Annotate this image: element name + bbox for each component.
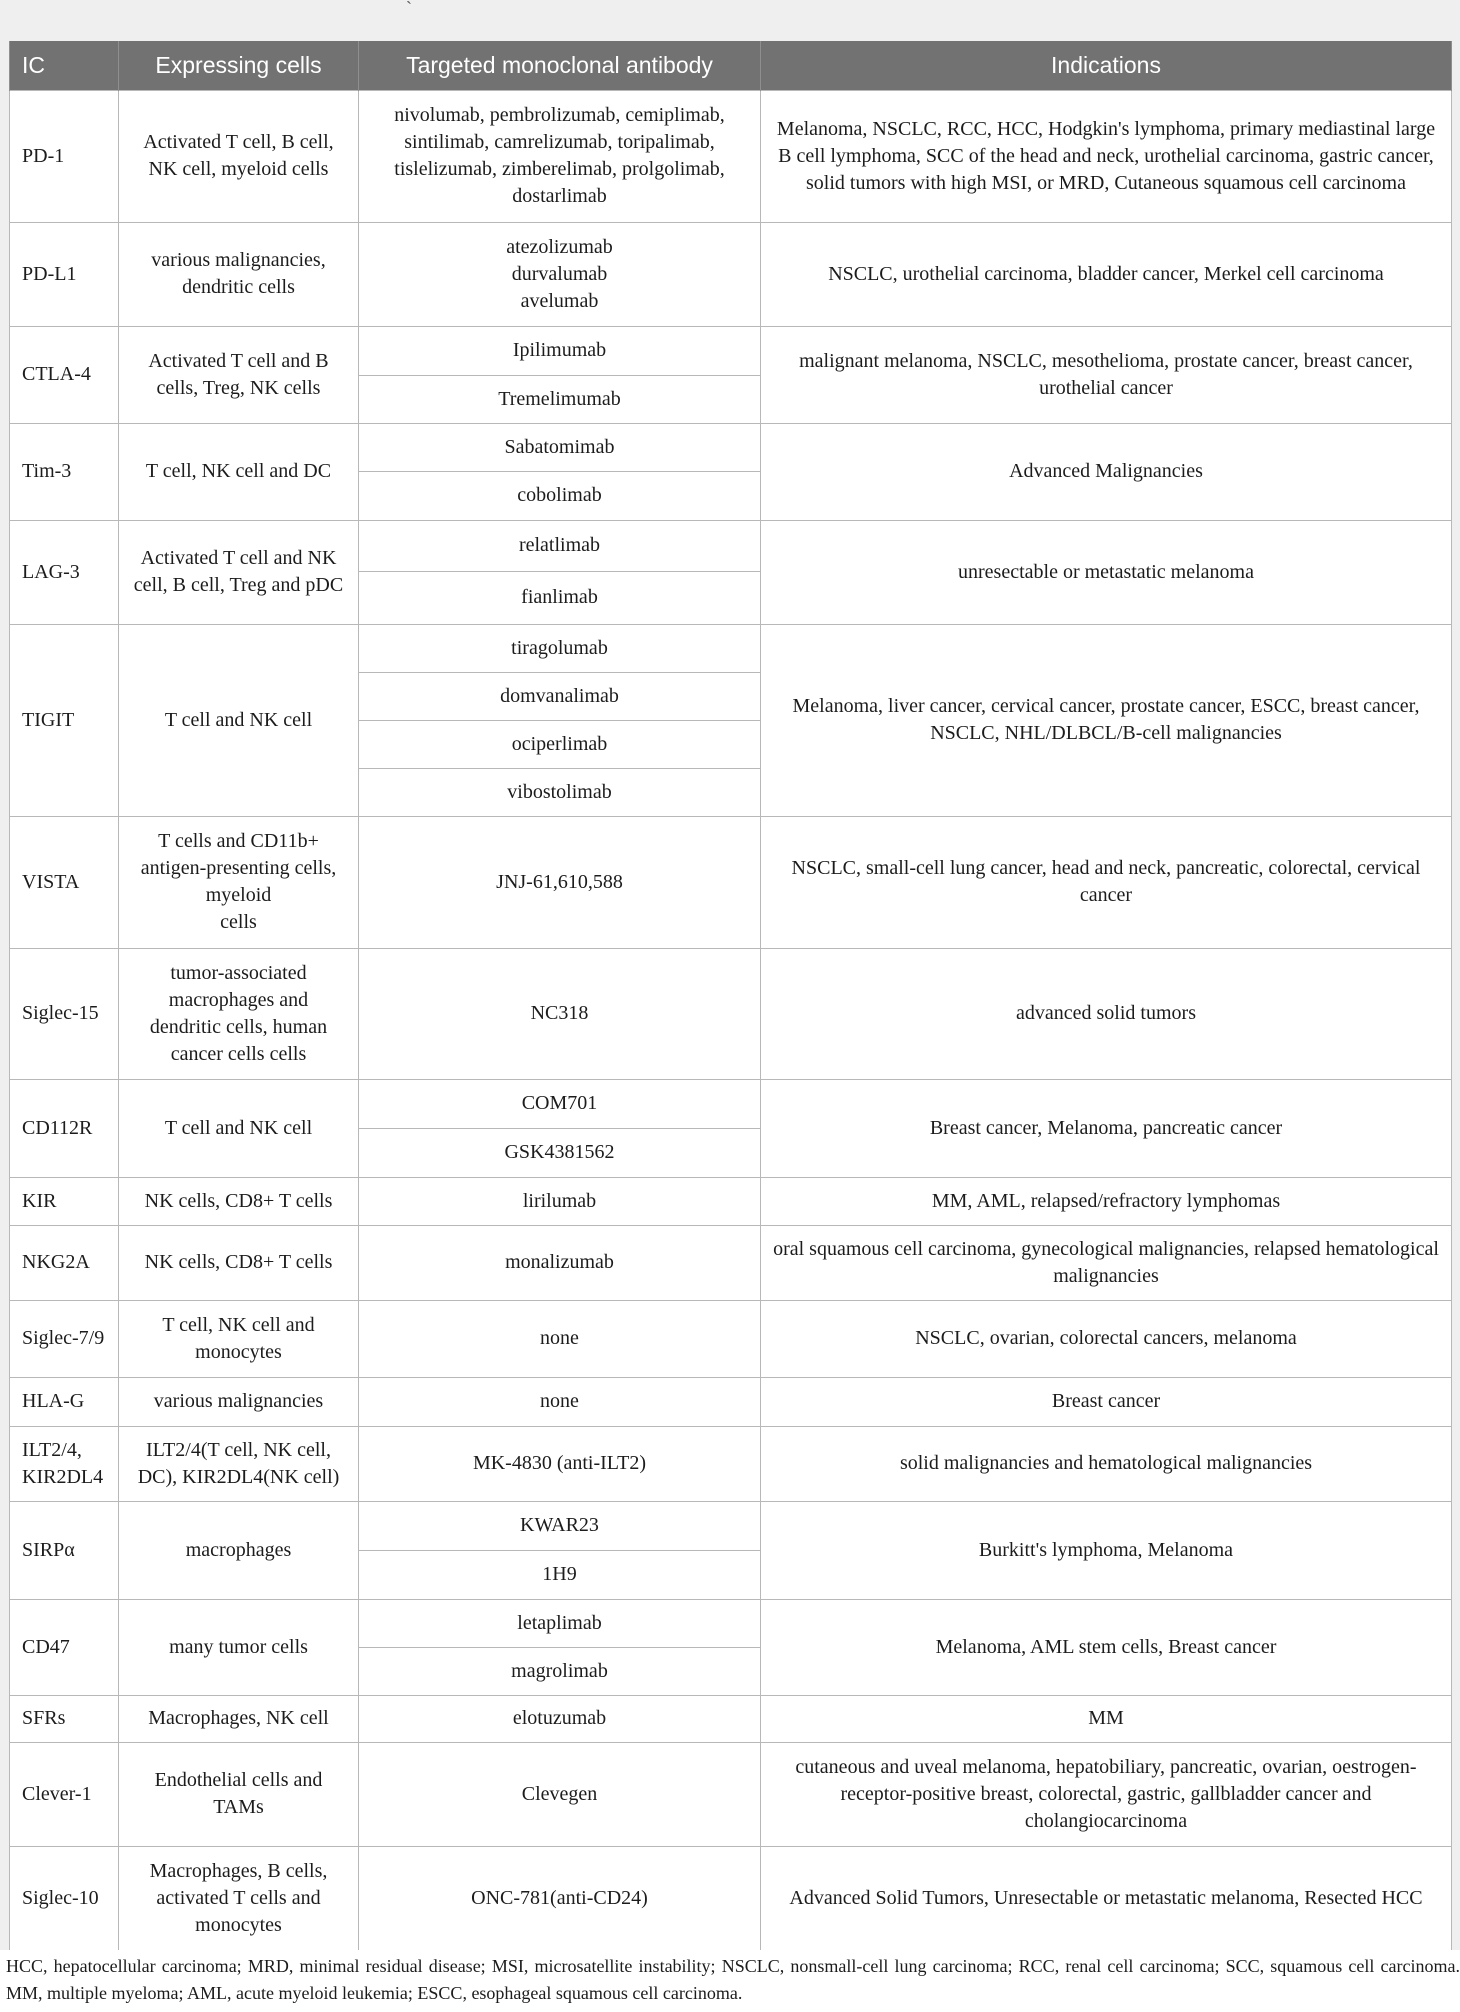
expressing-cells-cell: T cell, NK cell and monocytes bbox=[119, 1300, 359, 1377]
antibody-cell: nivolumab, pembrolizumab, cemiplimab, sintilimab, camrelizumab, toripalimab, tislelizumab, zimberelimab, prolgolimab, dostarlimab bbox=[359, 90, 761, 222]
expressing-cells-cell: various malignancies bbox=[119, 1377, 359, 1426]
indications-cell: unresectable or metastatic melanoma bbox=[761, 520, 1452, 624]
expressing-cells-cell: T cell and NK cell bbox=[119, 624, 359, 816]
antibody-cell: Sabatomimab bbox=[359, 423, 761, 471]
header-expressing-cells: Expressing cells bbox=[119, 41, 359, 90]
indications-cell: cutaneous and uveal melanoma, hepatobiliary, pancreatic, ovarian, oestrogen-receptor-positive breast, colorectal, gastric, gallbladder cancer and cholangiocarcinoma bbox=[761, 1742, 1452, 1846]
ic-cell: Siglec-15 bbox=[10, 948, 119, 1079]
antibody-cell: 1H9 bbox=[359, 1550, 761, 1599]
ic-cell: SFRs bbox=[10, 1695, 119, 1742]
ic-cell: NKG2A bbox=[10, 1225, 119, 1300]
table-row bbox=[10, 948, 1452, 1079]
indications-cell: Advanced Malignancies bbox=[761, 423, 1452, 520]
ic-cell: KIR bbox=[10, 1177, 119, 1225]
ic-cell: ILT2/4, KIR2DL4 bbox=[10, 1426, 119, 1501]
antibody-cell: ONC-781(anti-CD24) bbox=[359, 1846, 761, 1950]
expressing-cells-cell: Activated T cell and B cells, Treg, NK cells bbox=[119, 326, 359, 423]
antibody-cell: lirilumab bbox=[359, 1177, 761, 1225]
table-header-row bbox=[10, 41, 1452, 90]
table-row bbox=[10, 1846, 1452, 1950]
antibody-cell: Tremelimumab bbox=[359, 375, 761, 423]
antibody-cell: Clevegen bbox=[359, 1742, 761, 1846]
antibody-cell: relatlimab bbox=[359, 520, 761, 571]
indications-cell: Melanoma, AML stem cells, Breast cancer bbox=[761, 1599, 1452, 1695]
expressing-cells-cell: macrophages bbox=[119, 1501, 359, 1599]
antibody-cell: MK-4830 (anti-ILT2) bbox=[359, 1426, 761, 1501]
table-row bbox=[10, 1079, 1452, 1128]
table-row bbox=[10, 1177, 1452, 1225]
expressing-cells-cell: T cell, NK cell and DC bbox=[119, 423, 359, 520]
table-row bbox=[10, 624, 1452, 672]
ic-cell: Tim-3 bbox=[10, 423, 119, 520]
expressing-cells-cell: NK cells, CD8+ T cells bbox=[119, 1177, 359, 1225]
expressing-cells-cell: tumor-associated macrophages and dendritic cells, human cancer cells cells bbox=[119, 948, 359, 1079]
antibody-cell: magrolimab bbox=[359, 1647, 761, 1695]
table-row bbox=[10, 1742, 1452, 1846]
table-footnote: HCC, hepatocellular carcinoma; MRD, minimal residual disease; MSI, microsatellite instability; NSCLC, nonsmall-cell lung carcinoma; RCC, renal cell carcinoma; SCC, squamous cell carcinoma. MM, multiple myeloma; AML, acute myeloid leukemia; ESCC, esophageal squamous cell carcinoma. bbox=[0, 1950, 1460, 2012]
indications-cell: malignant melanoma, NSCLC, mesothelioma, prostate cancer, breast cancer, urothelial cancer bbox=[761, 326, 1452, 423]
indications-cell: MM, AML, relapsed/refractory lymphomas bbox=[761, 1177, 1452, 1225]
header-targeted-antibody: Targeted monoclonal antibody bbox=[359, 41, 761, 90]
ic-cell: CTLA-4 bbox=[10, 326, 119, 423]
ic-cell: PD-1 bbox=[10, 90, 119, 222]
indications-cell: MM bbox=[761, 1695, 1452, 1742]
antibody-cell: atezolizumab durvalumab avelumab bbox=[359, 222, 761, 326]
table-row bbox=[10, 1377, 1452, 1426]
table-row bbox=[10, 1695, 1452, 1742]
indications-cell: oral squamous cell carcinoma, gynecological malignancies, relapsed hematological malignancies bbox=[761, 1225, 1452, 1300]
antibody-cell: KWAR23 bbox=[359, 1501, 761, 1550]
table-row bbox=[10, 326, 1452, 375]
expressing-cells-cell: various malignancies, dendritic cells bbox=[119, 222, 359, 326]
table-row bbox=[10, 423, 1452, 471]
antibody-cell: Ipilimumab bbox=[359, 326, 761, 375]
table-row bbox=[10, 1300, 1452, 1377]
ic-cell: TIGIT bbox=[10, 624, 119, 816]
indications-cell: solid malignancies and hematological malignancies bbox=[761, 1426, 1452, 1501]
antibody-cell: none bbox=[359, 1377, 761, 1426]
antibody-cell: NC318 bbox=[359, 948, 761, 1079]
table-row bbox=[10, 90, 1452, 222]
antibody-cell: cobolimab bbox=[359, 471, 761, 520]
table-row bbox=[10, 1599, 1452, 1647]
antibody-cell: letaplimab bbox=[359, 1599, 761, 1647]
antibody-cell: JNJ-61,610,588 bbox=[359, 816, 761, 948]
table-row bbox=[10, 222, 1452, 326]
expressing-cells-cell: Macrophages, B cells, activated T cells and monocytes bbox=[119, 1846, 359, 1950]
indications-cell: Melanoma, liver cancer, cervical cancer, prostate cancer, ESCC, breast cancer, NSCLC, NHL/DLBCL/B-cell malignancies bbox=[761, 624, 1452, 816]
antibody-cell: vibostolimab bbox=[359, 768, 761, 816]
expressing-cells-cell: Activated T cell, B cell, NK cell, myeloid cells bbox=[119, 90, 359, 222]
ic-cell: HLA-G bbox=[10, 1377, 119, 1426]
expressing-cells-cell: NK cells, CD8+ T cells bbox=[119, 1225, 359, 1300]
ic-cell: SIRPα bbox=[10, 1501, 119, 1599]
indications-cell: Melanoma, NSCLC, RCC, HCC, Hodgkin's lymphoma, primary mediastinal large B cell lymphoma, SCC of the head and neck, urothelial carcinoma, gastric cancer, solid tumors with high MSI, or MRD, Cutaneous squamous cell carcinoma bbox=[761, 90, 1452, 222]
ic-cell: LAG-3 bbox=[10, 520, 119, 624]
ic-table bbox=[9, 41, 1452, 1951]
table-body bbox=[10, 90, 1452, 1950]
indications-cell: NSCLC, small-cell lung cancer, head and neck, pancreatic, colorectal, cervical cancer bbox=[761, 816, 1452, 948]
indications-cell: Advanced Solid Tumors, Unresectable or metastatic melanoma, Resected HCC bbox=[761, 1846, 1452, 1950]
header-ic: IC bbox=[10, 41, 119, 90]
table-row bbox=[10, 1426, 1452, 1501]
antibody-cell: none bbox=[359, 1300, 761, 1377]
expressing-cells-cell: many tumor cells bbox=[119, 1599, 359, 1695]
antibody-cell: monalizumab bbox=[359, 1225, 761, 1300]
header-indications: Indications bbox=[761, 41, 1452, 90]
indications-cell: NSCLC, ovarian, colorectal cancers, melanoma bbox=[761, 1300, 1452, 1377]
expressing-cells-cell: Endothelial cells and TAMs bbox=[119, 1742, 359, 1846]
ic-cell: PD-L1 bbox=[10, 222, 119, 326]
expressing-cells-cell: T cell and NK cell bbox=[119, 1079, 359, 1177]
ic-cell: Siglec-7/9 bbox=[10, 1300, 119, 1377]
indications-cell: Breast cancer bbox=[761, 1377, 1452, 1426]
ic-cell: CD47 bbox=[10, 1599, 119, 1695]
indications-cell: Burkitt's lymphoma, Melanoma bbox=[761, 1501, 1452, 1599]
expressing-cells-cell: Activated T cell and NK cell, B cell, Treg and pDC bbox=[119, 520, 359, 624]
expressing-cells-cell: ILT2/4(T cell, NK cell, DC), KIR2DL4(NK cell) bbox=[119, 1426, 359, 1501]
indications-cell: NSCLC, urothelial carcinoma, bladder cancer, Merkel cell carcinoma bbox=[761, 222, 1452, 326]
expressing-cells-cell: T cells and CD11b+ antigen-presenting cells, myeloid cells bbox=[119, 816, 359, 948]
antibody-cell: domvanalimab bbox=[359, 672, 761, 720]
antibody-cell: ociperlimab bbox=[359, 720, 761, 768]
ic-cell: Clever-1 bbox=[10, 1742, 119, 1846]
table-row bbox=[10, 1501, 1452, 1550]
antibody-cell: GSK4381562 bbox=[359, 1128, 761, 1177]
indications-cell: Breast cancer, Melanoma, pancreatic cancer bbox=[761, 1079, 1452, 1177]
expressing-cells-cell: Macrophages, NK cell bbox=[119, 1695, 359, 1742]
antibody-cell: elotuzumab bbox=[359, 1695, 761, 1742]
ic-cell: VISTA bbox=[10, 816, 119, 948]
table-row bbox=[10, 520, 1452, 571]
stray-mark: ` bbox=[406, 0, 412, 18]
ic-cell: CD112R bbox=[10, 1079, 119, 1177]
antibody-cell: tiragolumab bbox=[359, 624, 761, 672]
antibody-cell: COM701 bbox=[359, 1079, 761, 1128]
indications-cell: advanced solid tumors bbox=[761, 948, 1452, 1079]
table-row bbox=[10, 816, 1452, 948]
antibody-cell: fianlimab bbox=[359, 571, 761, 624]
ic-cell: Siglec-10 bbox=[10, 1846, 119, 1950]
table-row bbox=[10, 1225, 1452, 1300]
